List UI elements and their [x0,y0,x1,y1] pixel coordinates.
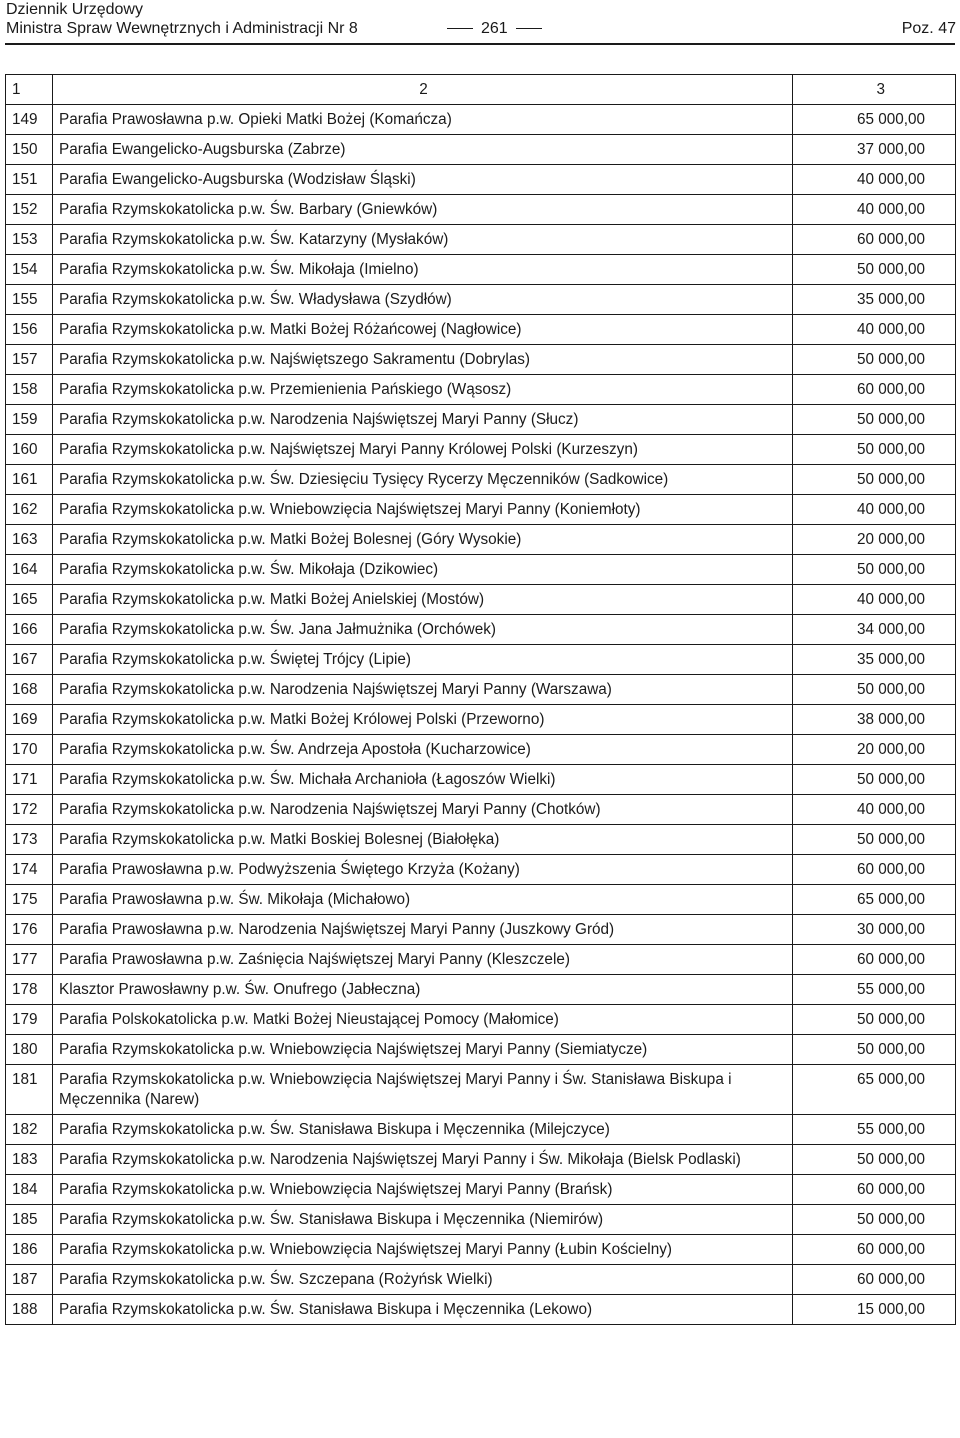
table-row [6,375,956,405]
amount: 34 000,00 [793,615,956,645]
amount: 50 000,00 [793,675,956,705]
row-number: 186 [6,1235,53,1265]
amount: 50 000,00 [793,765,956,795]
entity-name: Parafia Prawosławna p.w. Narodzenia Najświętszej Maryi Panny (Juszkowy Gród) [53,915,793,945]
entity-name: Parafia Prawosławna p.w. Zaśnięcia Najświętszej Maryi Panny (Kleszczele) [53,945,793,975]
row-number: 154 [6,255,53,285]
entity-name: Parafia Rzymskokatolicka p.w. Św. Szczepana (Rożyńsk Wielki) [53,1265,793,1295]
table-row [6,1145,956,1175]
amount: 50 000,00 [793,465,956,495]
entity-name: Parafia Rzymskokatolicka p.w. Św. Władysława (Szydłów) [53,285,793,315]
entity-name: Parafia Rzymskokatolicka p.w. Św. Barbary (Gniewków) [53,195,793,225]
entity-name: Parafia Rzymskokatolicka p.w. Św. Jana Jałmużnika (Orchówek) [53,615,793,645]
amount: 50 000,00 [793,825,956,855]
table-row [6,795,956,825]
page-number: 261 [481,20,508,37]
entity-name: Parafia Rzymskokatolicka p.w. Narodzenia Najświętszej Maryi Panny (Słucz) [53,405,793,435]
row-number: 163 [6,525,53,555]
table-row [6,975,956,1005]
amount: 40 000,00 [793,195,956,225]
amount: 55 000,00 [793,1115,956,1145]
entity-name: Parafia Polskokatolicka p.w. Matki Bożej Nieustającej Pomocy (Małomice) [53,1005,793,1035]
amount: 30 000,00 [793,915,956,945]
entity-name: Parafia Prawosławna p.w. Św. Mikołaja (Michałowo) [53,885,793,915]
table-row [6,1265,956,1295]
amount: 50 000,00 [793,405,956,435]
amount: 60 000,00 [793,945,956,975]
amount: 35 000,00 [793,645,956,675]
amount: 50 000,00 [793,555,956,585]
row-number: 167 [6,645,53,675]
row-number: 159 [6,405,53,435]
amount: 50 000,00 [793,345,956,375]
table-body [6,105,956,1325]
dash-right [516,28,542,29]
amount: 40 000,00 [793,585,956,615]
table-row [6,135,956,165]
entity-name: Parafia Rzymskokatolicka p.w. Matki Bożej Bolesnej (Góry Wysokie) [53,525,793,555]
row-number: 160 [6,435,53,465]
entity-name: Parafia Rzymskokatolicka p.w. Matki Bożej Różańcowej (Nagłowice) [53,315,793,345]
amount: 50 000,00 [793,1145,956,1175]
entity-name: Parafia Rzymskokatolicka p.w. Św. Stanisława Biskupa i Męczennika (Niemirów) [53,1205,793,1235]
table-header-row [6,75,956,105]
table-row [6,405,956,435]
header-rule [5,43,955,45]
table-row [6,705,956,735]
table-row [6,555,956,585]
amount: 50 000,00 [793,1035,956,1065]
table-row [6,645,956,675]
row-number: 162 [6,495,53,525]
row-number: 161 [6,465,53,495]
row-number: 182 [6,1115,53,1145]
entity-name: Parafia Rzymskokatolicka p.w. Matki Bożej Królowej Polski (Przeworno) [53,705,793,735]
row-number: 174 [6,855,53,885]
row-number: 184 [6,1175,53,1205]
table-row [6,1005,956,1035]
dash-left [447,28,473,29]
entity-name: Klasztor Prawosławny p.w. Św. Onufrego (Jabłeczna) [53,975,793,1005]
row-number: 164 [6,555,53,585]
table-row [6,465,956,495]
amount: 35 000,00 [793,285,956,315]
entity-name: Parafia Prawosławna p.w. Opieki Matki Bożej (Komańcza) [53,105,793,135]
table-row [6,225,956,255]
entity-name: Parafia Rzymskokatolicka p.w. Wniebowzięcia Najświętszej Maryi Panny (Łubin Kościelny) [53,1235,793,1265]
table-row [6,675,956,705]
table-row [6,435,956,465]
row-number: 177 [6,945,53,975]
entity-name: Parafia Rzymskokatolicka p.w. Matki Boskiej Bolesnej (Białołęka) [53,825,793,855]
row-number: 150 [6,135,53,165]
row-number: 172 [6,795,53,825]
row-number: 169 [6,705,53,735]
row-number: 158 [6,375,53,405]
table-row [6,1295,956,1325]
table-row [6,1065,956,1115]
position-number: Poz. 47 [901,20,956,37]
amount: 37 000,00 [793,135,956,165]
entity-name: Parafia Rzymskokatolicka p.w. Przemienienia Pańskiego (Wąsosz) [53,375,793,405]
table-row [6,105,956,135]
entity-name: Parafia Rzymskokatolicka p.w. Św. Katarzyny (Mysłaków) [53,225,793,255]
amount: 20 000,00 [793,525,956,555]
entity-name: Parafia Rzymskokatolicka p.w. Narodzenia Najświętszej Maryi Panny (Warszawa) [53,675,793,705]
table-row [6,195,956,225]
table-row [6,855,956,885]
table-row [6,765,956,795]
amount: 60 000,00 [793,375,956,405]
allocation-table [5,74,956,1325]
entity-name: Parafia Rzymskokatolicka p.w. Św. Andrzeja Apostoła (Kucharzowice) [53,735,793,765]
entity-name: Parafia Rzymskokatolicka p.w. Św. Stanisława Biskupa i Męczennika (Lekowo) [53,1295,793,1325]
amount: 60 000,00 [793,1175,956,1205]
table-row [6,1205,956,1235]
column-header-2: 2 [53,75,793,105]
entity-name: Parafia Rzymskokatolicka p.w. Narodzenia Najświętszej Maryi Panny (Chotków) [53,795,793,825]
row-number: 152 [6,195,53,225]
table-row [6,585,956,615]
table-row [6,1175,956,1205]
column-header-1: 1 [6,75,53,105]
row-number: 188 [6,1295,53,1325]
entity-name: Parafia Prawosławna p.w. Podwyższenia Świętego Krzyża (Kożany) [53,855,793,885]
row-number: 181 [6,1065,53,1115]
entity-name: Parafia Rzymskokatolicka p.w. Najświętszej Maryi Panny Królowej Polski (Kurzeszyn) [53,435,793,465]
amount: 50 000,00 [793,1205,956,1235]
row-number: 153 [6,225,53,255]
row-number: 166 [6,615,53,645]
column-header-3: 3 [793,75,956,105]
amount: 50 000,00 [793,435,956,465]
table-row [6,615,956,645]
row-number: 173 [6,825,53,855]
row-number: 183 [6,1145,53,1175]
table-row [6,915,956,945]
table-row [6,735,956,765]
table-row [6,825,956,855]
row-number: 178 [6,975,53,1005]
row-number: 171 [6,765,53,795]
row-number: 165 [6,585,53,615]
table-row [6,525,956,555]
table-row [6,285,956,315]
row-number: 157 [6,345,53,375]
entity-name: Parafia Rzymskokatolicka p.w. Wniebowzięcia Najświętszej Maryi Panny (Siemiatycze) [53,1035,793,1065]
row-number: 168 [6,675,53,705]
amount: 20 000,00 [793,735,956,765]
entity-name: Parafia Rzymskokatolicka p.w. Matki Bożej Anielskiej (Mostów) [53,585,793,615]
row-number: 180 [6,1035,53,1065]
table-row [6,1115,956,1145]
amount: 55 000,00 [793,975,956,1005]
entity-name: Parafia Rzymskokatolicka p.w. Najświętszego Sakramentu (Dobrylas) [53,345,793,375]
entity-name: Parafia Rzymskokatolicka p.w. Świętej Trójcy (Lipie) [53,645,793,675]
table-row [6,315,956,345]
amount: 40 000,00 [793,315,956,345]
amount: 40 000,00 [793,495,956,525]
amount: 15 000,00 [793,1295,956,1325]
entity-name: Parafia Rzymskokatolicka p.w. Wniebowzięcia Najświętszej Maryi Panny i Św. Stanisława Biskupa i Męczennika (Narew) [53,1065,793,1115]
amount: 50 000,00 [793,255,956,285]
entity-name: Parafia Rzymskokatolicka p.w. Wniebowzięcia Najświętszej Maryi Panny (Brańsk) [53,1175,793,1205]
amount: 60 000,00 [793,225,956,255]
amount: 50 000,00 [793,1005,956,1035]
table-row [6,165,956,195]
journal-subtitle [6,19,956,38]
amount: 60 000,00 [793,1265,956,1295]
ministry-issue: Ministra Spraw Wewnętrznych i Administracji Nr 8 [6,20,358,37]
entity-name: Parafia Rzymskokatolicka p.w. Św. Dziesięciu Tysięcy Rycerzy Męczenników (Sadkowice) [53,465,793,495]
table-row [6,885,956,915]
amount: 65 000,00 [793,885,956,915]
journal-title: Dziennik Urzędowy [6,1,143,18]
amount: 60 000,00 [793,855,956,885]
table-row [6,255,956,285]
table-row [6,1035,956,1065]
table-row [6,495,956,525]
amount: 65 000,00 [793,1065,956,1115]
amount: 60 000,00 [793,1235,956,1265]
entity-name: Parafia Rzymskokatolicka p.w. Św. Michała Archanioła (Łagoszów Wielki) [53,765,793,795]
table-row [6,345,956,375]
row-number: 151 [6,165,53,195]
entity-name: Parafia Ewangelicko-Augsburska (Zabrze) [53,135,793,165]
row-number: 170 [6,735,53,765]
entity-name: Parafia Rzymskokatolicka p.w. Wniebowzięcia Najświętszej Maryi Panny (Koniemłoty) [53,495,793,525]
row-number: 179 [6,1005,53,1035]
row-number: 155 [6,285,53,315]
row-number: 185 [6,1205,53,1235]
row-number: 149 [6,105,53,135]
amount: 65 000,00 [793,105,956,135]
entity-name: Parafia Rzymskokatolicka p.w. Św. Stanisława Biskupa i Męczennika (Milejczyce) [53,1115,793,1145]
row-number: 187 [6,1265,53,1295]
entity-name: Parafia Rzymskokatolicka p.w. Św. Mikołaja (Imielno) [53,255,793,285]
row-number: 156 [6,315,53,345]
entity-name: Parafia Ewangelicko-Augsburska (Wodzisław Śląski) [53,165,793,195]
entity-name: Parafia Rzymskokatolicka p.w. Narodzenia Najświętszej Maryi Panny i Św. Mikołaja (Bielsk Podlaski) [53,1145,793,1175]
table-row [6,1235,956,1265]
amount: 40 000,00 [793,795,956,825]
page-header [6,0,956,40]
amount: 38 000,00 [793,705,956,735]
amount: 40 000,00 [793,165,956,195]
entity-name: Parafia Rzymskokatolicka p.w. Św. Mikołaja (Dzikowiec) [53,555,793,585]
row-number: 176 [6,915,53,945]
row-number: 175 [6,885,53,915]
table-row [6,945,956,975]
page-number-group [439,19,550,38]
